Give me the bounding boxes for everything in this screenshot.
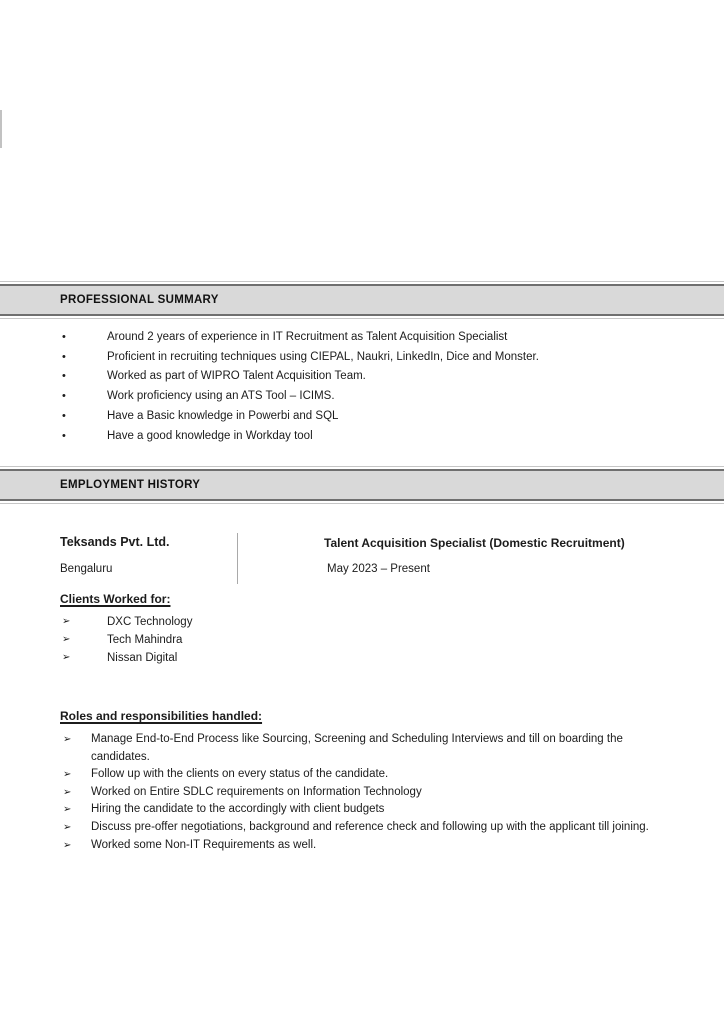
summary-bullet-text: Have a Basic knowledge in Powerbi and SQL [107,409,339,422]
role-bullet-text: Hiring the candidate to the accordingly with client budgets [91,803,385,816]
arrow-bullet-icon: ➢ [63,839,72,851]
section-title: PROFESSIONAL SUMMARY [60,294,219,306]
job-location: Bengaluru [60,563,113,575]
arrow-bullet-icon: ➢ [63,786,72,798]
arrow-bullet-icon: ➢ [63,804,72,816]
client-name: Nissan Digital [107,652,178,665]
bullet-icon: • [62,331,66,343]
list-item [60,766,666,784]
summary-bullet-text: Around 2 years of experience in IT Recruitment as Talent Acquisition Specialist [107,331,508,343]
summary-bullet-list [60,328,680,446]
role-bullet-text: Manage End-to-End Process like Sourcing, Screening and Scheduling Interviews and till on boarding the candidates. [91,733,623,763]
list-item [60,387,680,407]
page-edge-mark [0,110,2,148]
arrow-bullet-icon: ➢ [63,769,72,781]
clients-list [60,613,460,668]
roles-heading: Roles and responsibilities handled: [60,709,263,723]
job-company: Teksands Pvt. Ltd. [60,535,170,549]
bullet-icon: • [62,390,66,403]
job-period: May 2023 – Present [327,563,430,575]
summary-bullet-text: Worked as part of WIPRO Talent Acquisition Team. [107,370,366,383]
summary-bullet-text: Have a good knowledge in Workday tool [107,429,313,442]
roles-list [60,731,666,854]
list-item [60,731,666,766]
summary-bullet-text: Work proficiency using an ATS Tool – ICIMS. [107,390,335,403]
bullet-icon: • [62,429,66,442]
arrow-bullet-icon: ➢ [63,821,72,833]
list-item [60,427,680,447]
role-bullet-text: Discuss pre-offer negotiations, background and reference check and following up with the applicant till joining. [91,820,649,833]
job-role-title: Talent Acquisition Specialist (Domestic Recruitment) [324,536,625,550]
client-name: DXC Technology [107,616,193,628]
list-item [60,837,666,855]
list-item [60,649,460,667]
list-item [60,631,460,649]
arrow-bullet-icon: ➢ [62,652,71,664]
list-item [60,784,666,802]
list-item [60,407,680,427]
role-bullet-text: Worked some Non-IT Requirements as well. [91,838,317,851]
client-name: Tech Mahindra [107,634,183,647]
arrow-bullet-icon: ➢ [62,634,71,646]
section-header-professional-summary [0,284,724,316]
bullet-icon: • [62,409,66,422]
list-item [60,613,460,631]
role-bullet-text: Follow up with the clients on every status of the candidate. [91,768,389,781]
job-column-divider [237,533,238,584]
list-item [60,801,666,819]
list-item [60,328,680,348]
list-item [60,819,666,837]
section-title: EMPLOYMENT HISTORY [60,479,201,491]
list-item [60,367,680,387]
summary-bullet-text: Proficient in recruiting techniques using CIEPAL, Naukri, LinkedIn, Dice and Monster. [107,350,539,363]
section-header-employment-history [0,469,724,501]
arrow-bullet-icon: ➢ [62,616,71,627]
bullet-icon: • [62,370,66,383]
bullet-icon: • [62,350,66,363]
arrow-bullet-icon: ➢ [63,734,72,745]
list-item [60,348,680,368]
clients-heading: Clients Worked for: [60,592,171,606]
role-bullet-text: Worked on Entire SDLC requirements on Information Technology [91,785,422,798]
